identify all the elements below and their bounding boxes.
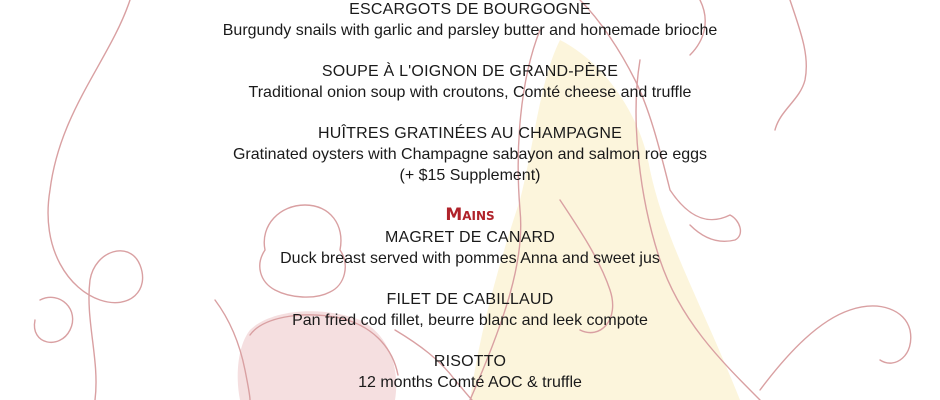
dish-description-huitres: Gratinated oysters with Champagne sabayon and salmon roe eggs [232,146,708,163]
dish-supplement-note: (+ $15 Supplement) [399,167,541,184]
section-title-mains: Mains [445,205,495,225]
dish-description-escargots: Burgundy snails with garlic and parsley butter and homemade brioche [222,22,718,39]
dish-description-magret: Duck breast served with pommes Anna and sweet jus [280,250,660,267]
dish-name-magret: MAGRET DE CANARD [384,229,556,246]
dish-name-risotto: RISOTTO [433,353,507,370]
dish-description-soupe: Traditional onion soup with croutons, Comté cheese and truffle [248,84,692,101]
dish-name-cabillaud: FILET DE CABILLAUD [386,291,554,308]
dish-name-soupe: SOUPE À L'OIGNON DE GRAND-PÈRE [321,63,619,80]
dish-description-risotto: 12 months Comté AOC & truffle [358,374,582,391]
dish-description-cabillaud: Pan fried cod fillet, beurre blanc and leek compote [292,312,648,329]
dish-name-huitres: HUÎTRES GRATINÉES AU CHAMPAGNE [317,125,623,142]
dish-name-escargots: ESCARGOTS DE BOURGOGNE [349,1,591,18]
